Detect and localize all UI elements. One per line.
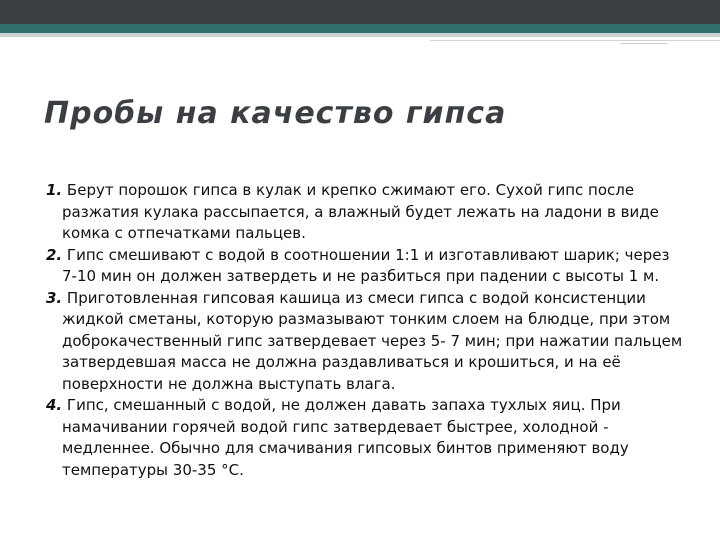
list-item <box>46 395 686 481</box>
decorative-line <box>430 40 720 41</box>
list-item <box>46 288 686 396</box>
item-number: 4. <box>46 396 63 414</box>
item-text: Приготовленная гипсовая кашица из смеси гипса с водой консистенции жидкой сметаны, которую размазывают тонким слоем на блюдце, при этом доброкачественный гипс затвердевает через 5- 7 мин; при нажатии пальцем затвердевшая масса не должна раздавливаться и крошиться, и на её поверхности не должна выступать влага. <box>62 288 683 393</box>
list-item <box>46 180 686 245</box>
header-dark-band <box>0 0 720 24</box>
decorative-line <box>620 43 668 44</box>
slide-content <box>46 180 686 481</box>
header-accent-band <box>0 24 720 33</box>
item-text: Гипс, смешанный с водой, не должен давать запаха тухлых яиц. При намачивании горячей водой гипс затвердевает быстрее, холодной - медленнее. Обычно для смачивания гипсовых бинтов применяют воду температуры 30-35 °С. <box>62 396 629 479</box>
item-number: 3. <box>46 288 63 307</box>
header-gray-band <box>0 33 720 37</box>
item-number: 2. <box>46 245 63 264</box>
item-text: Берут порошок гипса в кулак и крепко сжимают его. Сухой гипс после разжатия кулака рассыпается, а влажный будет лежать на ладони в виде комка с отпечатками пальцев. <box>62 181 659 242</box>
item-text: Гипс смешивают с водой в соотношении 1:1 и изготавливают шарик; через 7-10 мин он должен затвердеть и не разбиться при падении с высоты 1 м. <box>62 245 670 285</box>
slide-title: Пробы на качество гипса <box>44 96 507 131</box>
list-item <box>46 245 686 288</box>
item-number: 1. <box>46 181 63 199</box>
